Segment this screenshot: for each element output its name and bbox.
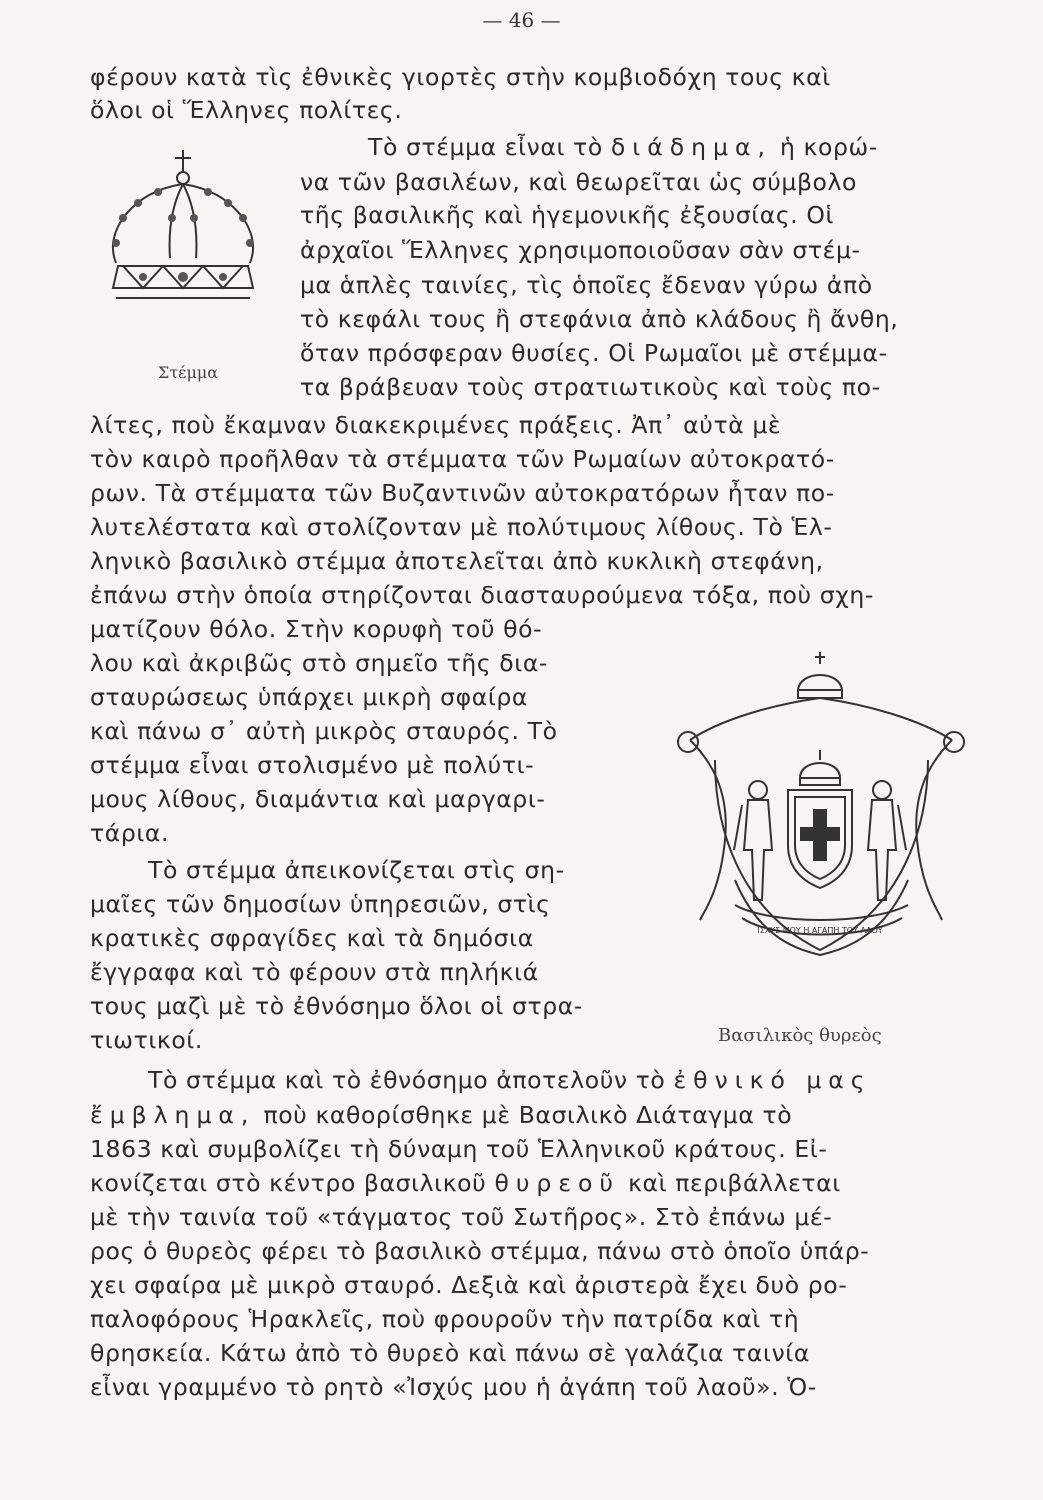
text-line: ρος ὁ θυρεὸς φέρει τὸ βασιλικὸ στέμμα, πάνω στὸ ὁποῖο ὑπάρ-	[90, 1237, 870, 1265]
crown-illustration	[98, 148, 288, 318]
text-line: τὸ κεφάλι τους ἢ στεφάνια ἀπὸ κλάδους ἢ ἄνθη,	[300, 305, 899, 333]
text-line: ἔμβλημα, ποὺ καθορίσθηκε μὲ Βασιλικὸ Διάταγμα τὸ	[90, 1101, 793, 1129]
text-line: φέρουν κατὰ τὶς ἐθνικὲς γιορτὲς στὴν κομβιοδόχη τους καὶ	[90, 63, 831, 91]
coat-of-arms-caption: Βασιλικὸς θυρεὸς	[718, 1025, 882, 1046]
emphasized-term: θυρεοῦ	[494, 1169, 621, 1197]
text-line: λυτελέστατα καὶ στολίζονταν μὲ πολύτιμους λίθους. Τὸ Ἑλ-	[90, 513, 833, 541]
emphasized-term: ἔμβλημα,	[90, 1101, 256, 1129]
text-line: μους λίθους, διαμάντια καὶ μαργαρι-	[90, 785, 546, 813]
text-line: θρησκεία. Κάτω ἀπὸ τὸ θυρεὸ καὶ πάνω σὲ γαλάζια ταινία	[90, 1339, 810, 1367]
text-line: εἶναι γραμμένο τὸ ρητὸ «Ἰσχύς μου ἡ ἀγάπη τοῦ λαοῦ». Ὁ-	[90, 1373, 817, 1401]
text-line: μα ἁπλὲς ταινίες, τὶς ὁποῖες ἔδεναν γύρω ἀπὸ	[300, 271, 873, 299]
crown-caption: Στέμμα	[158, 363, 219, 382]
text-line: τιωτικοί.	[90, 1026, 203, 1054]
text-line: λου καὶ ἀκριβῶς στὸ σημεῖο τῆς δια-	[90, 649, 548, 677]
emphasized-term: διάδημα,	[610, 133, 772, 161]
text-line: ἔγγραφα καὶ τὸ φέρουν στὰ πηλήκιά	[90, 958, 539, 986]
text-line: τὸν καιρὸ προῆλθαν τὰ στέμματα τῶν Ρωμαίων αὐτοκρατό-	[90, 445, 835, 473]
text-line: τους μαζὶ μὲ τὸ ἐθνόσημο ὅλοι οἱ στρα-	[90, 992, 583, 1020]
text-line: τάρια.	[90, 819, 170, 847]
text-line: παλοφόρους Ἡρακλεῖς, ποὺ φρουροῦν τὴν πατρίδα καὶ τὴ	[90, 1305, 800, 1333]
text-line: κονίζεται στὸ κέντρο βασιλικοῦ θυρεοῦ καὶ περιβάλλεται	[90, 1169, 841, 1197]
text-line: σταυρώσεως ὑπάρχει μικρὴ σφαίρα	[90, 683, 528, 711]
text-line: τῆς βασιλικῆς καὶ ἡγεμονικῆς ἐξουσίας. Οἱ	[300, 201, 835, 229]
text-line: ὅταν πρόσφεραν θυσίες. Οἱ Ρωμαῖοι μὲ στέμμα-	[300, 339, 888, 367]
text-line: Τὸ στέμμα καὶ τὸ ἐθνόσημο ἀποτελοῦν τὸ ἐθνικό μας	[148, 1066, 872, 1094]
text-line: χει σφαίρα μὲ μικρὸ σταυρό. Δεξιὰ καὶ ἀριστερὰ ἔχει δυὸ ρο-	[90, 1271, 848, 1299]
text-line: ρων. Τὰ στέμματα τῶν Βυζαντινῶν αὐτοκρατόρων ἦταν πο-	[90, 479, 835, 507]
text-line: ματίζουν θόλο. Στὴν κορυφὴ τοῦ θό-	[90, 615, 543, 643]
text-line: ἀρχαῖοι Ἕλληνες χρησιμοποιοῦσαν σὰν στέμ-	[300, 236, 861, 264]
text-line: Τὸ στέμμα εἶναι τὸ διάδημα, ἡ κορώ-	[368, 133, 878, 161]
text-line: μαῖες τῶν δημοσίων ὑπηρεσιῶν, στὶς	[90, 890, 551, 918]
ribbon-motto: ΙΣΧΥΣ ΜΟΥ Η ΑΓΑΠΗ ΤΟΥ ΛΑΟΥ	[757, 926, 883, 935]
text-line: τα βράβευαν τοὺς στρατιωτικοὺς καὶ τοὺς πο-	[300, 373, 881, 401]
text-line: ὅλοι οἱ Ἕλληνες πολίτες.	[90, 96, 403, 124]
text-line: Τὸ στέμμα ἀπεικονίζεται στὶς ση-	[148, 856, 565, 884]
emphasized-term: ἐθνικό μας	[673, 1066, 872, 1094]
text-line: ληνικὸ βασιλικὸ στέμμα ἀποτελεῖται ἀπὸ κυκλικὴ στεφάνη,	[90, 547, 824, 575]
text-line: καὶ πάνω σ᾿ αὐτὴ μικρὸς σταυρός. Τὸ	[90, 717, 558, 745]
page-number: — 46 —	[482, 8, 561, 32]
text-line: ἐπάνω στὴν ὁποία στηρίζονται διασταυρούμενα τόξα, ποὺ σχη-	[90, 581, 874, 609]
text-line: κρατικὲς σφραγίδες καὶ τὰ δημόσια	[90, 924, 534, 952]
text-line: λίτες, ποὺ ἔκαμναν διακεκριμένες πράξεις. Ἀπ᾿ αὐτὰ μὲ	[90, 411, 782, 439]
text-line: να τῶν βασιλέων, καὶ θεωρεῖται ὡς σύμβολο	[300, 168, 857, 196]
text-line: 1863 καὶ συμβολίζει τὴ δύναμη τοῦ Ἑλληνικοῦ κράτους. Εἰ-	[90, 1135, 828, 1163]
coat-of-arms-illustration	[670, 650, 980, 990]
text-line: μὲ τὴν ταινία τοῦ «τάγματος τοῦ Σωτῆρος». Στὸ ἐπάνω μέ-	[90, 1203, 833, 1231]
text-line: στέμμα εἶναι στολισμένο μὲ πολύτι-	[90, 751, 535, 779]
